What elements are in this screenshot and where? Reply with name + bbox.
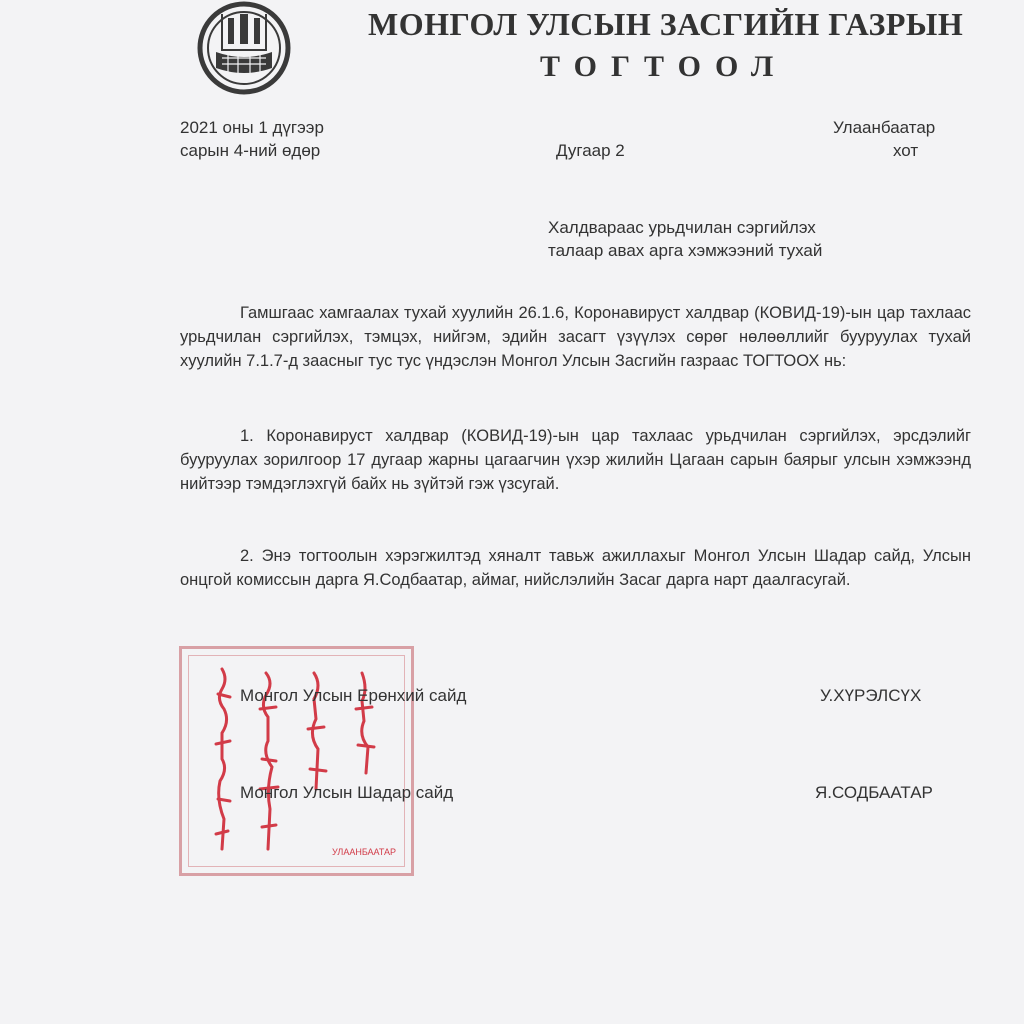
preamble-paragraph: Гамшгаас хамгаалах тухай хуулийн 26.1.6, Коронавируст халдвар (КОВИД-19)-ын цар тахлаас урьдчилан сэргийлэх, тэмцэх, нийгэм, эдийн засагт үзүүлэх сөрөг нөлөөллийг бууруулах тухай хуулийн 7.1.7-д заасныг тус тус үндэслэн Монгол Улсын Засгийн газраас ТОГТООХ нь: — [180, 304, 971, 371]
city-line-1: Улаанбаатар — [833, 118, 936, 137]
date-line-2: сарын 4-ний өдөр — [180, 141, 321, 160]
resolution-item-1: 1. Коронавируст халдвар (КОВИД-19)-ын цар тахлаас урьдчилан сэргийлэх, эрсдэлийг бууруулах зорилгоор 17 дугаар жарны цагаагчин үхэр жилийн Цагаан сарын баярыг улсын хэмжээнд нийтээр тэмдэглэхгүй байх нь зүйтэй гэж үзсугай. — [180, 427, 971, 494]
subject-line-2: талаар авах арга хэмжээний тухай — [548, 241, 823, 260]
resolution-item-2: 2. Энэ тогтоолын хэрэгжилтэд хяналт тавьж ажиллахыг Монгол Улсын Шадар сайд, Улсын онцгой комиссын дарга Я.Содбаатар, аймаг, нийслэлийн Засаг дарга нарт даалгасугай. — [180, 547, 971, 590]
seal-caption: УЛААНБААТАР — [332, 847, 397, 857]
official-seal-stamp — [179, 646, 414, 876]
subject-heading — [548, 216, 822, 262]
city-line-2: хот — [893, 141, 919, 160]
mongolian-script-seal-icon — [182, 649, 411, 873]
document-issuer-title: МОНГОЛ УЛСЫН ЗАСГИЙН ГАЗРЫН — [368, 6, 964, 42]
state-emblem-icon — [192, 0, 296, 96]
signature-name-1: У.ХҮРЭЛСҮХ — [820, 686, 922, 705]
date-line-1: 2021 оны 1 дүгээр — [180, 118, 324, 137]
signature-role-2: Монгол Улсын Шадар сайд — [240, 783, 454, 802]
subject-line-1: Халдвараас урьдчилан сэргийлэх — [548, 218, 816, 237]
document-type-title: ТОГТООЛ — [540, 50, 788, 83]
document-number: Дугаар 2 — [556, 141, 625, 160]
signature-role-1: Монгол Улсын Ерөнхий сайд — [240, 686, 467, 705]
signature-name-2: Я.СОДБААТАР — [815, 783, 933, 802]
